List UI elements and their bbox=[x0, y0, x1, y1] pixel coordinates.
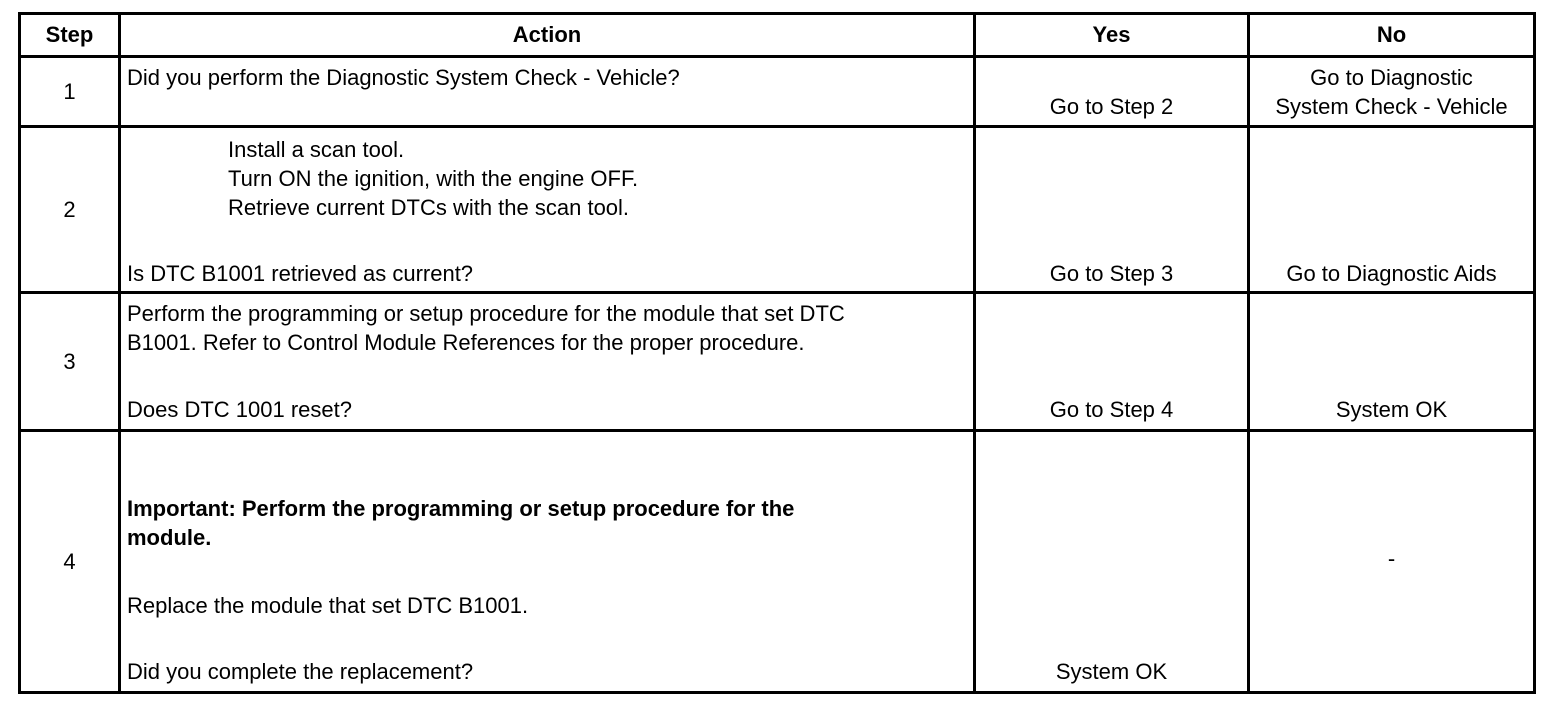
step-number: 3 bbox=[20, 293, 120, 431]
header-action: Action bbox=[120, 14, 975, 57]
action-text-line2: B1001. Refer to Control Module References for the proper procedure. bbox=[127, 330, 805, 355]
no-result: - bbox=[1387, 546, 1396, 571]
important-note-line1: Important: Perform the programming or setup procedure for the bbox=[127, 496, 795, 521]
action-step: Install a scan tool. bbox=[228, 137, 405, 162]
yes-cell bbox=[975, 293, 1249, 431]
yes-cell bbox=[975, 127, 1249, 293]
header-row bbox=[20, 14, 1535, 57]
yes-link: Go to Step 4 bbox=[1049, 397, 1174, 422]
yes-link: Go to Step 3 bbox=[1049, 261, 1174, 286]
table-row bbox=[20, 431, 1535, 693]
no-link-line2: System Check - Vehicle bbox=[1275, 94, 1508, 119]
no-cell bbox=[1249, 127, 1535, 293]
diagnostic-table bbox=[18, 12, 1536, 694]
no-link: Go to Diagnostic Aids bbox=[1286, 261, 1497, 286]
step-number: 4 bbox=[20, 431, 120, 693]
header-step: Step bbox=[20, 14, 120, 57]
action-text-line1: Perform the programming or setup procedure for the module that set DTC bbox=[127, 301, 845, 326]
yes-result: System OK bbox=[1055, 659, 1168, 684]
action-cell bbox=[120, 293, 975, 431]
table-row bbox=[20, 293, 1535, 431]
action-step: Turn ON the ignition, with the engine OFF. bbox=[228, 166, 639, 191]
step-number: 2 bbox=[20, 127, 120, 293]
action-cell bbox=[120, 57, 975, 127]
action-text: Replace the module that set DTC B1001. bbox=[127, 593, 529, 618]
action-question: Did you complete the replacement? bbox=[127, 659, 474, 684]
header-yes: Yes bbox=[975, 14, 1249, 57]
table-row bbox=[20, 127, 1535, 293]
action-step: Retrieve current DTCs with the scan tool. bbox=[228, 195, 630, 220]
step-number: 1 bbox=[20, 57, 120, 127]
action-question: Did you perform the Diagnostic System Check - Vehicle? bbox=[127, 65, 680, 90]
diagnostic-table-container bbox=[18, 12, 1533, 694]
no-cell bbox=[1249, 431, 1535, 693]
no-cell bbox=[1249, 293, 1535, 431]
action-question: Is DTC B1001 retrieved as current? bbox=[127, 261, 474, 286]
no-cell bbox=[1249, 57, 1535, 127]
table-row bbox=[20, 57, 1535, 127]
no-result: System OK bbox=[1335, 397, 1448, 422]
action-question: Does DTC 1001 reset? bbox=[127, 397, 352, 422]
header-no: No bbox=[1249, 14, 1535, 57]
yes-cell bbox=[975, 57, 1249, 127]
no-link-line1: Go to Diagnostic bbox=[1310, 65, 1473, 90]
yes-link: Go to Step 2 bbox=[1049, 94, 1174, 119]
important-note-line2: module. bbox=[127, 525, 212, 550]
yes-cell bbox=[975, 431, 1249, 693]
action-cell bbox=[120, 431, 975, 693]
action-cell bbox=[120, 127, 975, 293]
